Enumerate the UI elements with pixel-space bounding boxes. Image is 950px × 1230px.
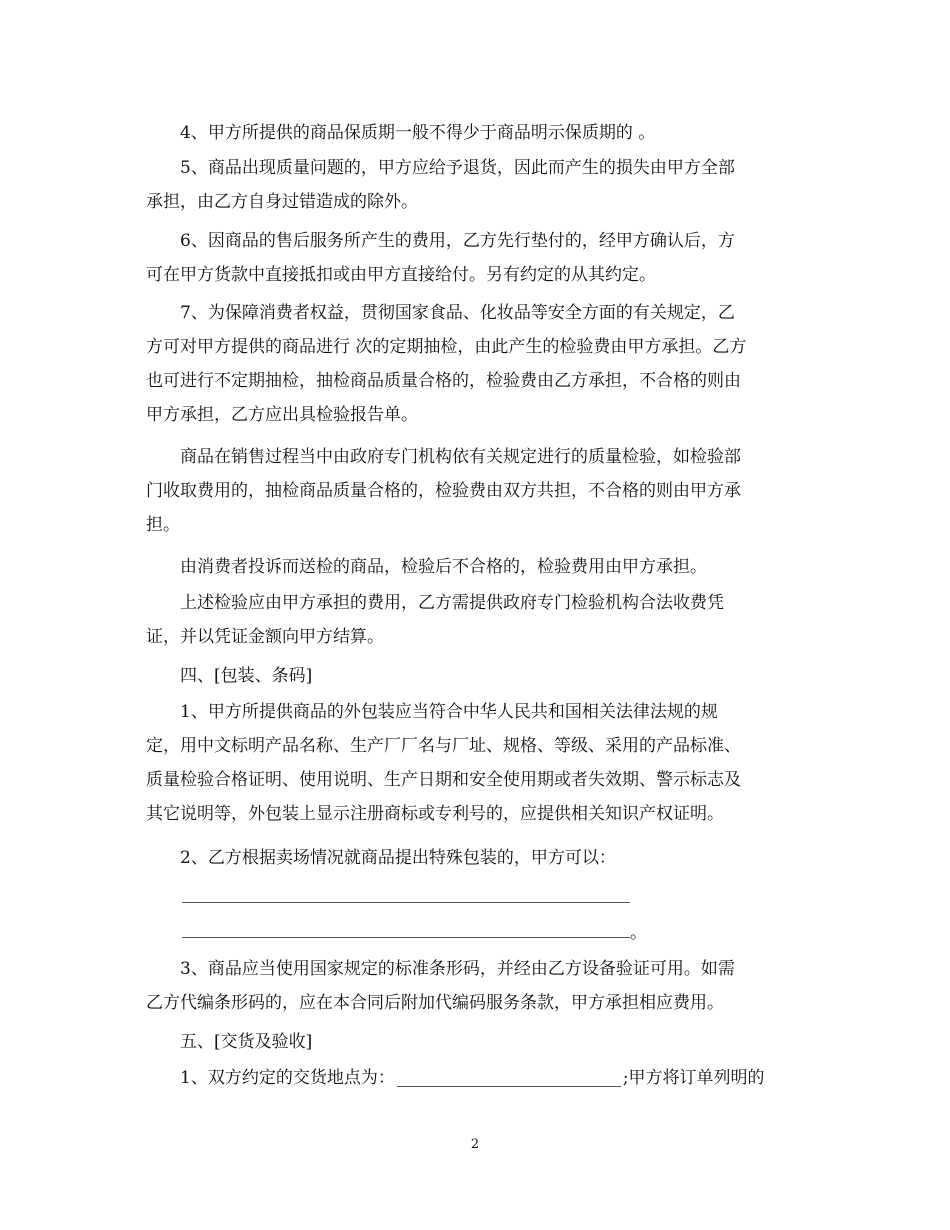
clause-5 [146, 151, 806, 219]
text-line: 6、因商品的售后服务所产生的费用，乙方先行垫付的，经甲方确认后，方 [180, 231, 735, 251]
text-line: 也可进行不定期抽检，抽检商品质量合格的，检验费由乙方承担，不合格的则由 [146, 371, 741, 391]
text-line: 五、[交货及验收] [180, 1032, 313, 1052]
text-line: 5、商品出现质量问题的，甲方应给予退货，因此而产生的损失由甲方全部 [180, 158, 735, 178]
text-line: 由消费者投诉而送检的商品，检验后不合格的，检验费用由甲方承担。 [180, 557, 707, 577]
clause-6 [146, 224, 806, 292]
delivery-label: 1、双方约定的交货地点为： [180, 1068, 395, 1088]
section-heading-4 [146, 659, 806, 693]
text-line: 2、乙方根据卖场情况就商品提出特殊包装的，甲方可以： [180, 848, 616, 868]
clause-4 [146, 116, 806, 150]
text-line: 方可对甲方提供的商品进行 次的定期抽检，由此产生的检验费由甲方承担。乙方 [146, 337, 747, 357]
text-line: 1、甲方所提供商品的外包装应当符合中华人民共和国相关法律法规的规 [180, 702, 718, 722]
barcode-clause-3 [146, 952, 806, 1020]
packaging-clause-2 [146, 841, 806, 875]
inspection-paragraph [146, 440, 806, 542]
text-line: 质量检验合格证明、使用说明、生产日期和安全使用期或者失效期、警示标志及 [146, 770, 741, 790]
text-line: 定，用中文标明产品名称、生产厂厂名与厂址、规格、等级、采用的产品标准、 [146, 736, 741, 756]
text-line: 可在甲方货款中直接抵扣或由甲方直接给付。另有约定的从其约定。 [146, 265, 656, 285]
blank-period: 。 [630, 923, 647, 943]
text-line: 承担，由乙方自身过错造成的除外。 [146, 192, 418, 212]
complaint-paragraph [146, 550, 806, 584]
text-line: 商品在销售过程当中由政府专门机构依有关规定进行的质量检验，如检验部 [180, 447, 741, 467]
delivery-location-blank[interactable] [397, 1066, 621, 1087]
section-heading-5 [146, 1025, 806, 1059]
clause-7 [146, 296, 806, 432]
text-line: 门收取费用的，抽检商品质量合格的，检验费由双方共担，不合格的则由甲方承 [146, 481, 741, 501]
text-line: 乙方代编条形码的，应在本合同后附加代编码服务条款，甲方承担相应费用。 [146, 993, 724, 1013]
fill-in-blank-line[interactable] [182, 902, 630, 903]
packaging-clause-1 [146, 695, 806, 831]
settlement-paragraph [146, 586, 806, 654]
fill-in-blank-line[interactable] [182, 937, 630, 938]
text-line: 担。 [146, 515, 180, 535]
text-line: 上述检验应由甲方承担的费用，乙方需提供政府专门检验机构合法收费凭 [180, 593, 724, 613]
delivery-clause-1 [146, 1061, 806, 1095]
text-line: 证，并以凭证金额向甲方结算。 [146, 627, 384, 647]
text-line: 4、甲方所提供的商品保质期一般不得少于商品明示保质期的 。 [180, 123, 656, 143]
text-line: 其它说明等，外包装上显示注册商标或专利号的，应提供相关知识产权证明。 [146, 804, 724, 824]
text-line: 甲方承担，乙方应出具检验报告单。 [146, 405, 418, 425]
text-line: 四、[包装、条码] [180, 666, 313, 686]
text-line [146, 1061, 806, 1095]
text-line: 3、商品应当使用国家规定的标准条形码，并经由乙方设备验证可用。如需 [180, 959, 735, 979]
page-number: 2 [470, 1137, 480, 1152]
delivery-text-cont: ;甲方将订单列明的 [622, 1068, 765, 1088]
text-line: 7、为保障消费者权益，贯彻国家食品、化妆品等安全方面的有关规定，乙 [180, 303, 735, 323]
